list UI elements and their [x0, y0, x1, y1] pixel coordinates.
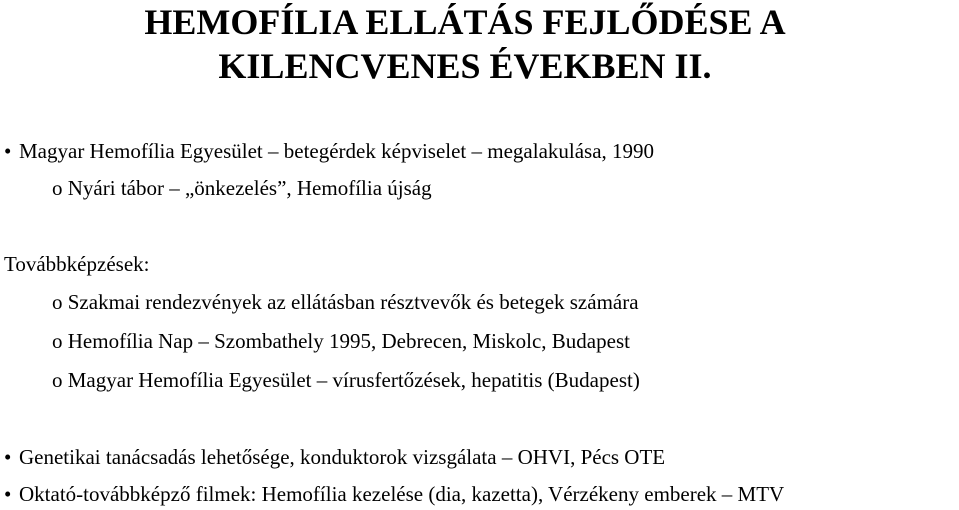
sub-item-text: Magyar Hemofília Egyesület – vírusfertőzések, hepatitis (Budapest): [67, 368, 640, 392]
sub-marker-icon: o: [52, 176, 63, 200]
sub-item: [52, 367, 640, 393]
title-line-1: HEMOFÍLIA ELLÁTÁS FEJLŐDÉSE A: [144, 2, 786, 42]
title-line-2: KILENCVENES ÉVEKBEN II.: [218, 46, 712, 86]
sub-item-text: Hemofília Nap – Szombathely 1995, Debrecen, Miskolc, Budapest: [67, 329, 630, 353]
bullet-icon: •: [4, 445, 12, 469]
bullet-text: Magyar Hemofília Egyesület – betegérdek képviselet – megalakulása, 1990: [19, 139, 655, 163]
sub-item: [52, 328, 630, 354]
bullet-text: Oktató-továbbképző filmek: Hemofília kezelése (dia, kazetta), Vérzékeny emberek – MTV: [19, 482, 785, 506]
bullet-item: [4, 481, 784, 507]
sub-item-text: Nyári tábor – „önkezelés”, Hemofília újság: [67, 176, 432, 200]
bullet-item: [4, 138, 654, 164]
bullet-icon: •: [4, 139, 12, 163]
bullet-item: [4, 444, 665, 470]
sub-marker-icon: o: [52, 290, 63, 314]
bullet-icon: •: [4, 482, 12, 506]
sub-item: [52, 289, 639, 315]
section-heading: Továbbképzések:: [4, 252, 150, 276]
sub-marker-icon: o: [52, 368, 63, 392]
sub-item: [52, 175, 432, 201]
sub-item-text: Szakmai rendezvények az ellátásban résztvevők és betegek számára: [67, 290, 639, 314]
bullet-text: Genetikai tanácsadás lehetősége, konduktorok vizsgálata – OHVI, Pécs OTE: [19, 445, 666, 469]
sub-marker-icon: o: [52, 329, 63, 353]
